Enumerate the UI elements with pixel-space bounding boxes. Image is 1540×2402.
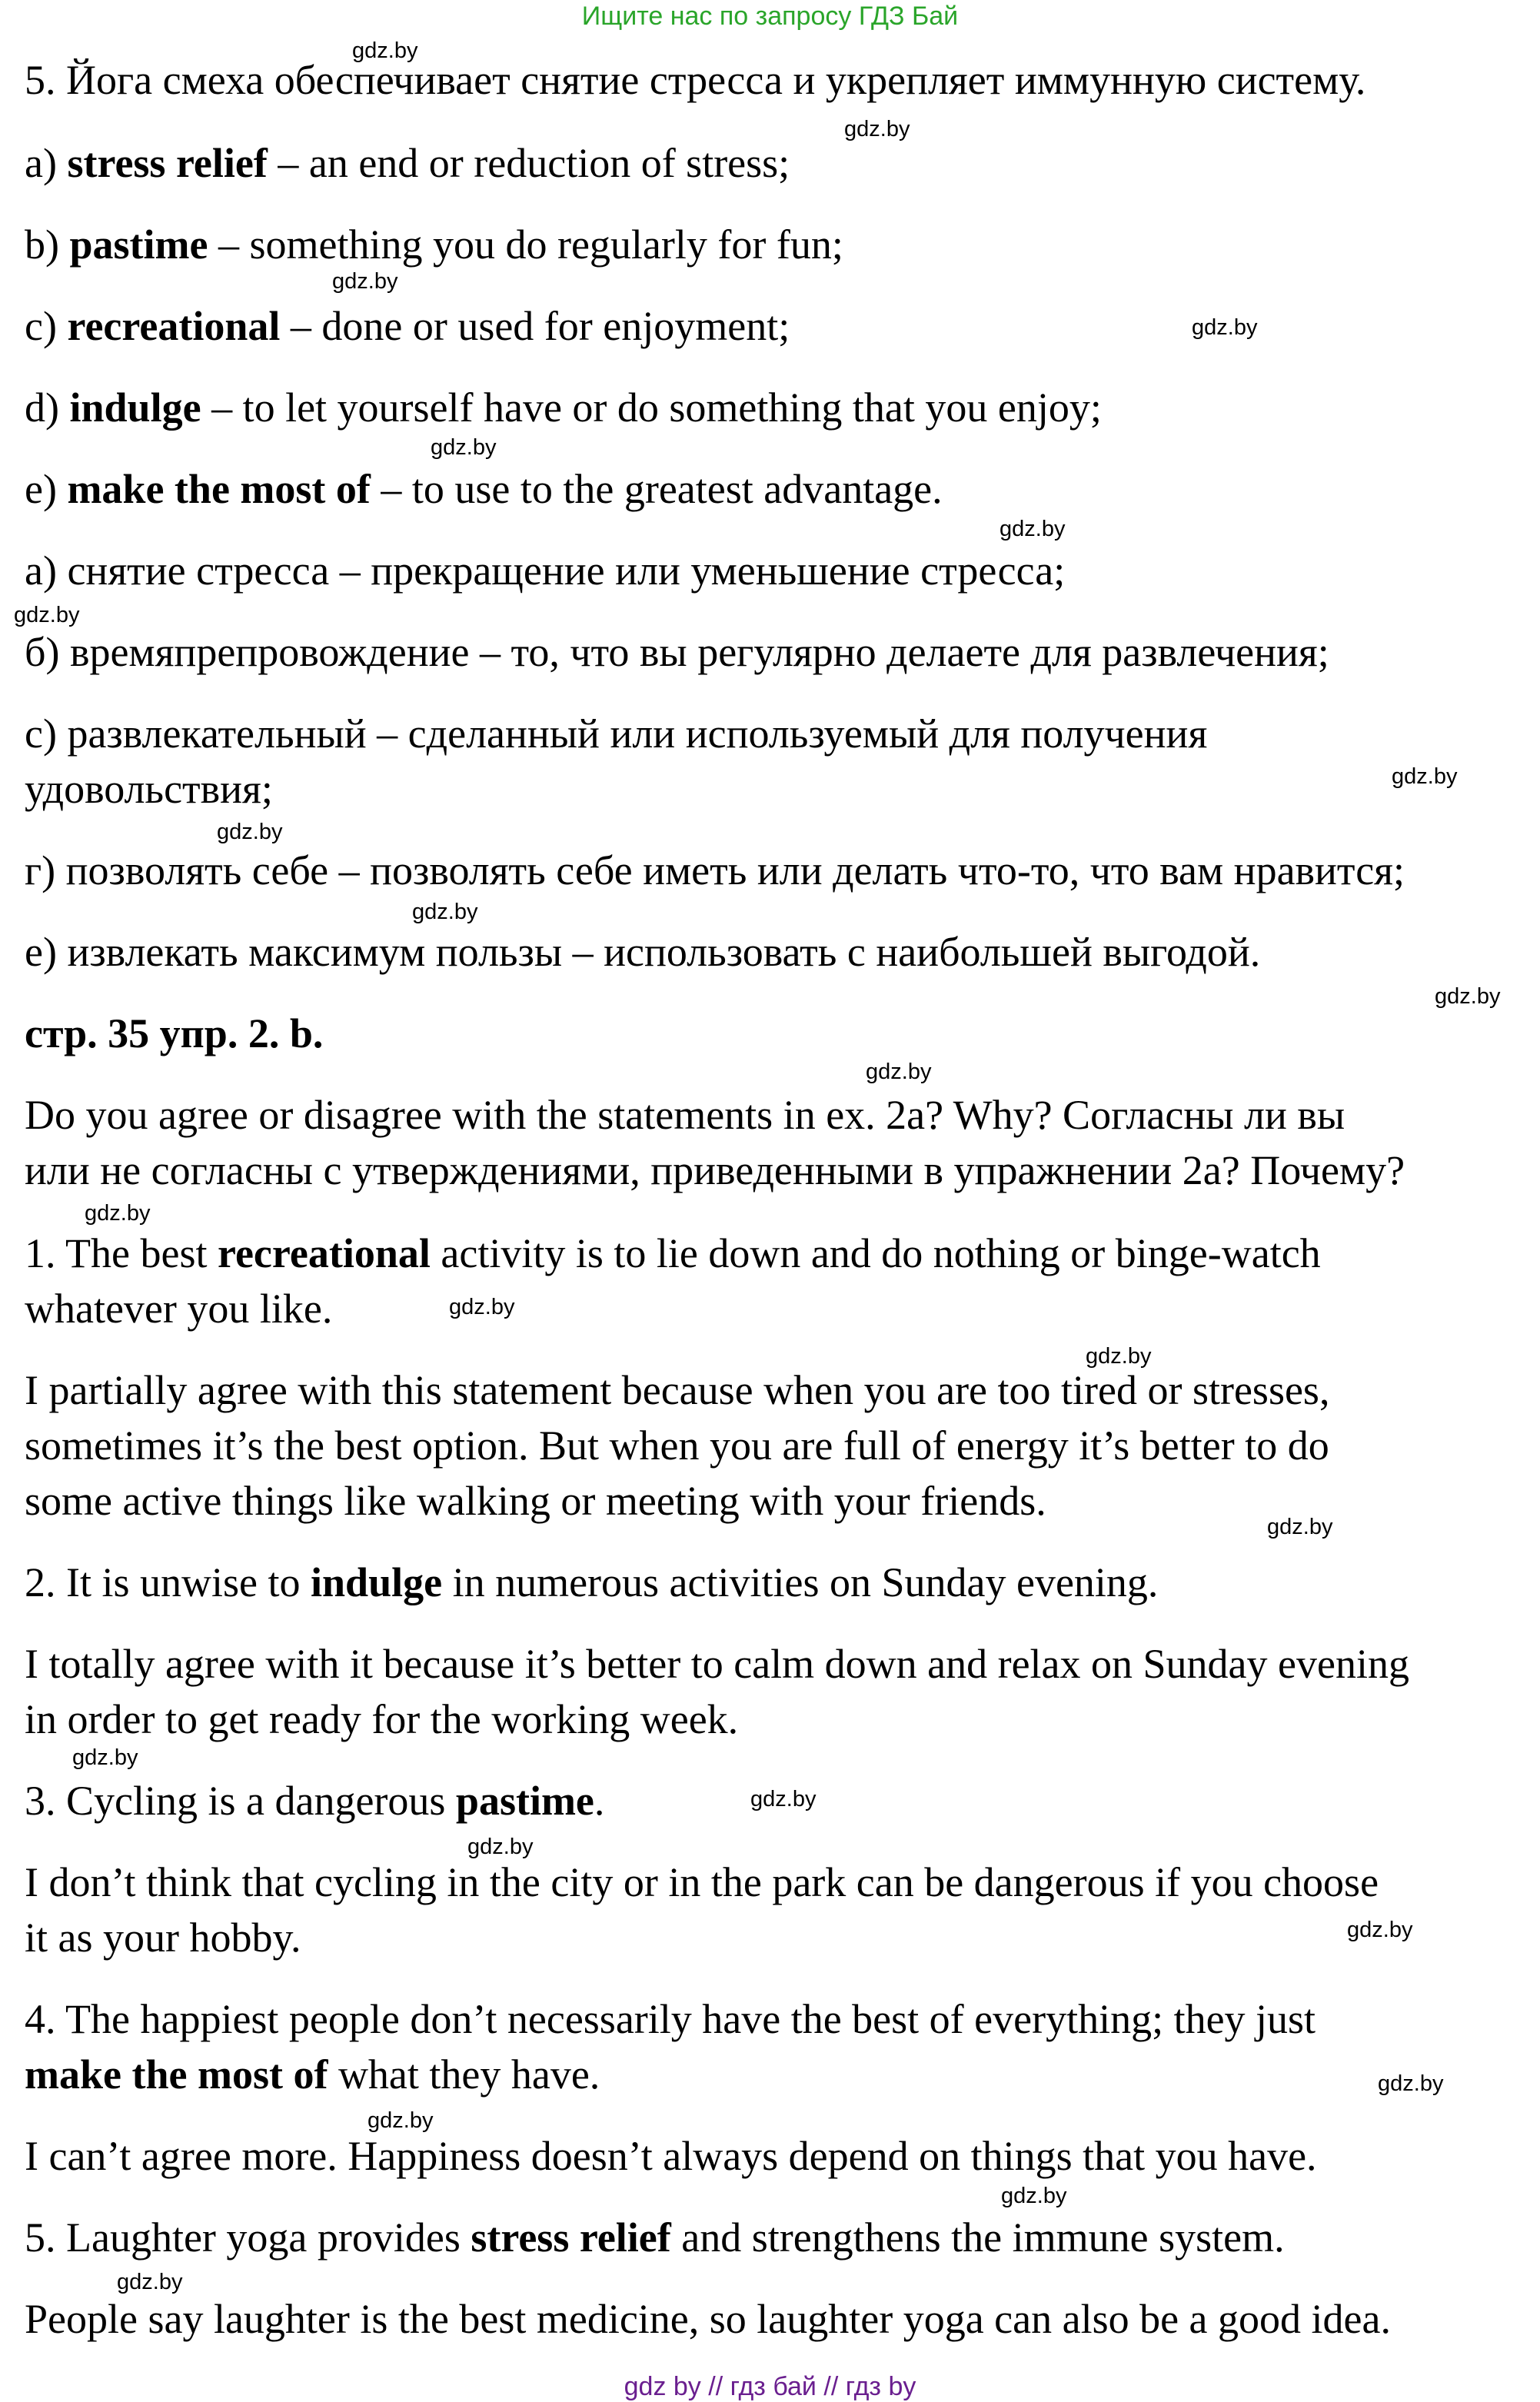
line-20: some active things like walking or meeting with your friends. (25, 1478, 1046, 1524)
watermark: gdz.by (866, 1060, 932, 1084)
watermark: gdz.by (1000, 517, 1066, 541)
line-3: b) pastime – something you do regularly for fun; (25, 221, 843, 268)
watermark: gdz.by (750, 1787, 817, 1811)
watermark: gdz.by (844, 117, 910, 141)
page-footer: gdz by // гдз бай // гдз by (624, 2372, 916, 2401)
line-5: d) indulge – to let yourself have or do something that you enjoy; (25, 384, 1102, 431)
watermark: gdz.by (1086, 1344, 1152, 1369)
page-header: Ищите нас по запросу ГДЗ Бай (581, 2, 959, 31)
line-4: c) recreational – done or used for enjoyment; (25, 303, 790, 349)
line-12: е) извлекать максимум пользы – использовать с наибольшей выгодой. (25, 929, 1261, 975)
line-8: б) времяпрепровождение – то, что вы регулярно делаете для развлечения; (25, 629, 1329, 675)
watermark: gdz.by (449, 1295, 515, 1319)
line-30: 5. Laughter yoga provides stress relief and strengthens the immune system. (25, 2214, 1285, 2261)
line-25: I don’t think that cycling in the city or in the park can be dangerous if you choose (25, 1859, 1379, 1905)
watermark: gdz.by (85, 1201, 151, 1226)
line-9: с) развлекательный – сделанный или используемый для получения (25, 710, 1208, 757)
watermark: gdz.by (467, 1835, 534, 1859)
watermark: gdz.by (1378, 2071, 1444, 2096)
line-28: make the most of what they have. (25, 2051, 600, 2098)
watermark: gdz.by (1435, 984, 1501, 1009)
watermark: gdz.by (1392, 764, 1458, 789)
line-23: in order to get ready for the working week. (25, 1696, 739, 1742)
watermark: gdz.by (1192, 315, 1258, 340)
watermark: gdz.by (431, 435, 497, 460)
watermark: gdz.by (1001, 2184, 1067, 2208)
line-21: 2. It is unwise to indulge in numerous activities on Sunday evening. (25, 1559, 1159, 1605)
line-17: whatever you like. (25, 1286, 333, 1332)
watermark: gdz.by (217, 820, 283, 844)
watermark: gdz.by (1347, 1918, 1413, 1942)
line-26: it as your hobby. (25, 1915, 301, 1961)
line-1: 5. Йога смеха обеспечивает снятие стресса и укрепляет иммунную систему. (25, 57, 1366, 103)
watermark: gdz.by (412, 900, 478, 924)
watermark: gdz.by (352, 38, 418, 63)
watermark: gdz.by (72, 1745, 138, 1770)
line-22: I totally agree with it because it’s better to calm down and relax on Sunday evening (25, 1641, 1409, 1687)
section-heading: стр. 35 упр. 2. b. (25, 1010, 324, 1056)
line-14: Do you agree or disagree with the statements in ex. 2a? Why? Согласны ли вы (25, 1092, 1345, 1138)
line-16: 1. The best recreational activity is to lie down and do nothing or binge-watch (25, 1230, 1321, 1276)
line-27: 4. The happiest people don’t necessarily have the best of everything; they just (25, 1996, 1316, 2042)
watermark: gdz.by (332, 269, 398, 294)
line-6: e) make the most of – to use to the greatest advantage. (25, 466, 943, 512)
line-24: 3. Cycling is a dangerous pastime. (25, 1778, 605, 1824)
line-29: I can’t agree more. Happiness doesn’t always depend on things that you have. (25, 2133, 1317, 2179)
line-11: г) позволять себе – позволять себе иметь или делать что-то, что вам нравится; (25, 847, 1405, 893)
line-19: sometimes it’s the best option. But when you are full of energy it’s better to do (25, 1422, 1329, 1469)
watermark: gdz.by (368, 2108, 434, 2133)
watermark: gdz.by (14, 603, 80, 627)
line-10: удовольствия; (25, 766, 273, 812)
line-15: или не согласны с утверждениями, приведенными в упражнении 2a? Почему? (25, 1147, 1405, 1193)
line-18: I partially agree with this statement because when you are too tired or stresses, (25, 1367, 1330, 1413)
line-7: а) снятие стресса – прекращение или уменьшение стресса; (25, 547, 1066, 594)
watermark: gdz.by (117, 2270, 183, 2294)
watermark: gdz.by (1267, 1515, 1333, 1539)
line-31: People say laughter is the best medicine, so laughter yoga can also be a good idea. (25, 2296, 1391, 2342)
line-2: a) stress relief – an end or reduction of stress; (25, 140, 790, 186)
